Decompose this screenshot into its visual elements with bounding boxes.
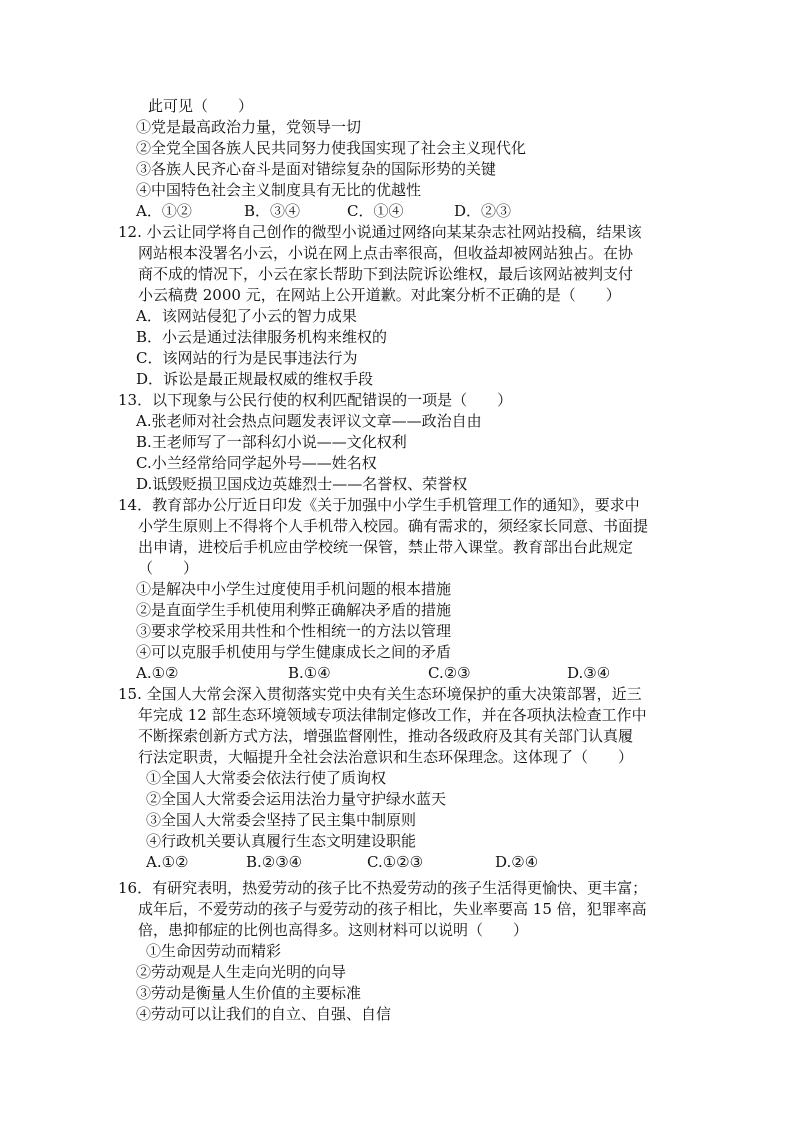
- q11-option-b: B．③④: [244, 202, 301, 220]
- q12-stem-line-4: 小云稿费 2000 元，在网站上公开道歉。对此案分析不正确的是（ ）: [138, 286, 621, 304]
- q14-stem-line-4: （ ）: [138, 559, 199, 577]
- q12-stem-line-3: 商不成的情况下，小云在家长帮助下到法院诉讼维权，最后该网站被判支付: [138, 265, 634, 283]
- q12-option-a: A．该网站侵犯了小云的智力成果: [136, 307, 357, 325]
- q14-option-c: C.②③: [428, 664, 471, 682]
- q14-stem-line-3: 出申请，进校后手机应由学校统一保管，禁止带入课堂。教育部出台此规定: [138, 538, 634, 556]
- q14-option-a: A.①②: [136, 664, 179, 682]
- q15-option-a: A.①②: [146, 853, 189, 871]
- q13-option-a: A.张老师对社会热点问题发表评议文章——政治自由: [136, 412, 482, 430]
- q16-item-3: ③劳动是衡量人生价值的主要标准: [136, 984, 362, 1002]
- q15-item-4: ④行政机关要认真履行生态文明建设职能: [146, 832, 417, 850]
- q12-option-c: C．该网站的行为是民事违法行为: [136, 349, 358, 367]
- q15-option-c: C.①②③: [367, 853, 424, 871]
- q16-item-2: ②劳动观是人生走向光明的向导: [136, 963, 347, 981]
- q11-option-d: D．②③: [454, 202, 512, 220]
- q14-item-1: ①是解决中小学生过度使用手机问题的根本措施: [136, 580, 452, 598]
- q13-option-b: B.王老师写了一部科幻小说——文化权利: [136, 433, 407, 451]
- q15-option-d: D.②④: [495, 853, 539, 871]
- q15-option-b: B.②③④: [246, 853, 303, 871]
- q15-item-1: ①全国人大常委会依法行使了质询权: [146, 769, 387, 787]
- q12-stem-line-1: 12. 小云让同学将自己创作的微型小说通过网络向某某杂志社网站投稿，结果该: [118, 223, 642, 241]
- q11-option-c: C．①④: [347, 202, 404, 220]
- q15-stem-line-4: 行法定职责，大幅提升全社会法治意识和生态环保理念。这体现了（ ）: [138, 748, 634, 766]
- q15-stem-line-2: 年完成 12 部生态环境领域专项法律制定修改工作，并在各项执法检查工作中: [138, 706, 647, 724]
- q16-item-1: ①生命因劳动而精彩: [146, 942, 282, 960]
- q13-option-c: C.小兰经常给同学起外号——姓名权: [136, 454, 377, 472]
- q14-option-d: D.③④: [567, 664, 611, 682]
- q11-item-4: ④中国特色社会主义制度具有无比的优越性: [136, 181, 422, 199]
- q16-item-4: ④劳动可以让我们的自立、自强、自信: [136, 1005, 392, 1023]
- q11-item-3: ③各族人民齐心奋斗是面对错综复杂的国际形势的关键: [136, 160, 497, 178]
- q16-stem-line-3: 倍，患抑郁症的比例也高得多。这则材料可以说明（ ）: [138, 921, 529, 939]
- q11-lead: 此可见（ ）: [148, 97, 254, 115]
- q11-item-2: ②全党全国各族人民共同努力使我国实现了社会主义现代化: [136, 139, 527, 157]
- q14-item-2: ②是直面学生手机使用利弊正确解决矛盾的措施: [136, 601, 452, 619]
- q13-stem: 13．以下现象与公民行使的权利匹配错误的一项是（ ）: [118, 391, 513, 409]
- q14-stem-line-1: 14．教育部办公厅近日印发《关于加强中小学生手机管理工作的通知》，要求中: [118, 496, 640, 514]
- q13-option-d: D.诋毁贬损卫国戍边英雄烈士——名誉权、荣誉权: [136, 475, 468, 493]
- q14-stem-line-2: 小学生原则上不得将个人手机带入校园。确有需求的，须经家长同意、书面提: [138, 517, 649, 535]
- q15-stem-line-3: 不断探索创新方式方法，增强监督刚性，推动各级政府及其有关部门认真履: [138, 727, 634, 745]
- q12-option-b: B．小云是通过法律服务机构来维权的: [136, 328, 388, 346]
- q15-item-3: ③全国人大常委会坚持了民主集中制原则: [146, 811, 417, 829]
- q14-option-b: B.①④: [288, 664, 331, 682]
- q12-stem-line-2: 网站根本没署名小云，小说在网上点击率很高，但收益却被网站独占。在协: [138, 244, 634, 262]
- q14-item-4: ④可以克服手机使用与学生健康成长之间的矛盾: [136, 643, 452, 661]
- q15-stem-line-1: 15. 全国人大常会深入贯彻落实党中央有关生态环境保护的重大决策部署，近三: [118, 685, 642, 703]
- q11-item-1: ①党是最高政治力量，党领导一切: [136, 118, 362, 136]
- q16-stem-line-2: 成年后，不爱劳动的孩子与爱劳动的孩子相比，失业率要高 15 倍，犯罪率高: [138, 900, 647, 918]
- q11-option-a: A．①②: [136, 202, 192, 220]
- q12-option-d: D．诉讼是最正规最权威的维权手段: [136, 370, 374, 388]
- q14-item-3: ③要求学校采用共性和个性相统一的方法以管理: [136, 622, 452, 640]
- q16-stem-line-1: 16．有研究表明，热爱劳动的孩子比不热爱劳动的孩子生活得更愉快、更丰富；: [118, 879, 648, 897]
- q15-item-2: ②全国人大常委会运用法治力量守护绿水蓝天: [146, 790, 447, 808]
